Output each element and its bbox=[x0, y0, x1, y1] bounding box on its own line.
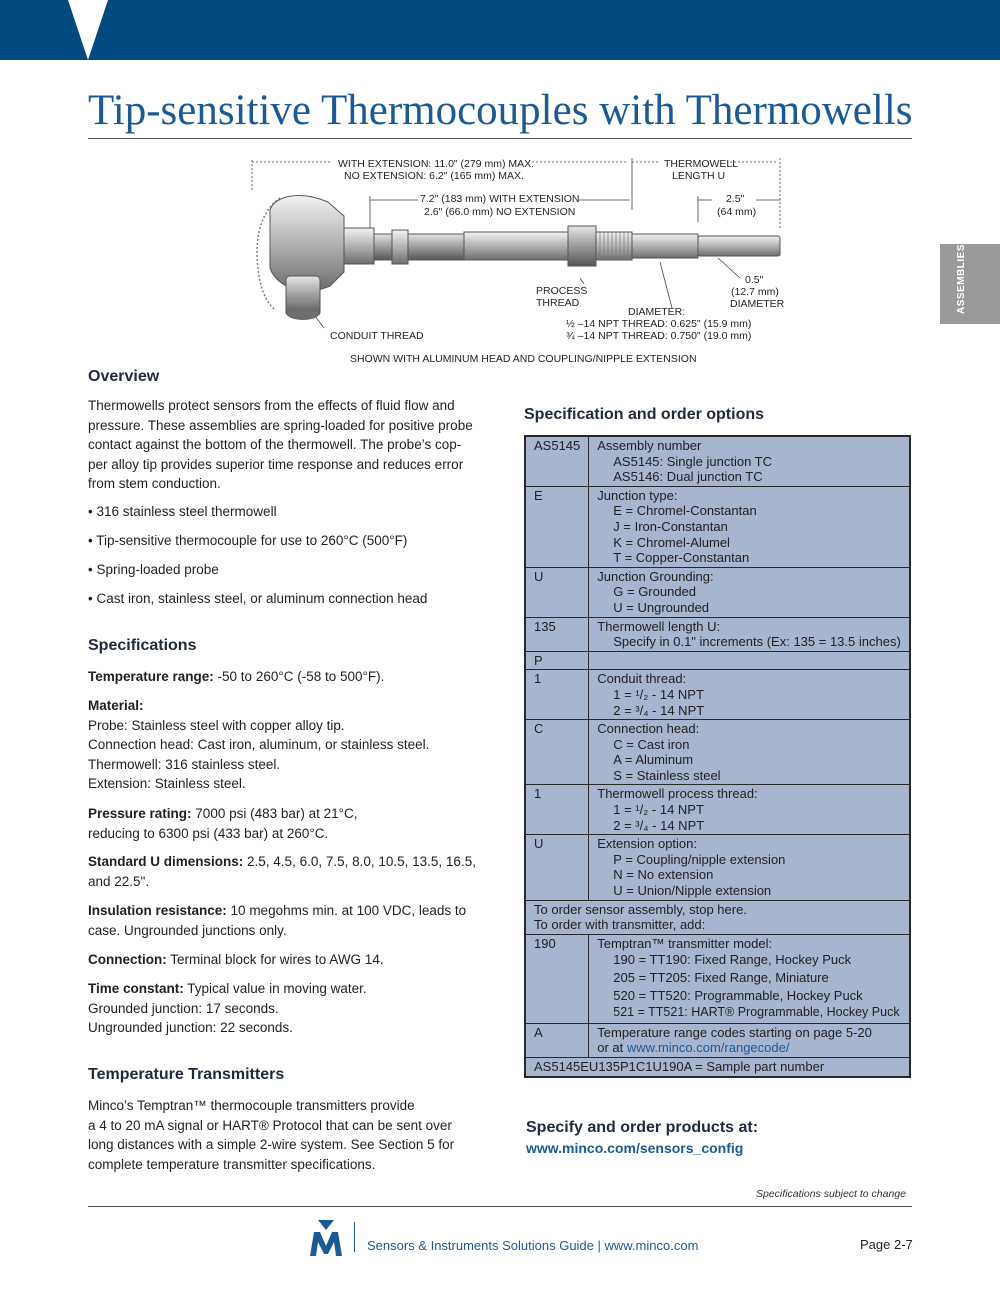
spec-table-heading: Specification and order options bbox=[524, 406, 765, 423]
npt-three-quarter-label: ¾ –14 NPT THREAD: 0.750" (19.0 mm) bbox=[566, 330, 752, 342]
option-description bbox=[589, 651, 910, 670]
transmitters-line: complete temperature transmitter specifications. bbox=[88, 1156, 376, 1172]
option-value: 520 = TT520: Programmable, Hockey Puck bbox=[613, 987, 863, 1003]
option-description bbox=[589, 617, 910, 651]
insulation-value: 10 megohms min. at 100 VDC, leads to bbox=[226, 903, 467, 918]
header-bar bbox=[0, 0, 1000, 60]
page-title: Tip-sensitive Thermocouples with Thermowells bbox=[88, 87, 913, 134]
time-constant-line: Ungrounded junction: 22 seconds. bbox=[88, 1020, 293, 1036]
u-dimensions-label: Standard U dimensions: bbox=[88, 854, 244, 869]
order-note bbox=[525, 900, 910, 934]
overview-heading: Overview bbox=[88, 368, 160, 385]
option-title: Junction type: bbox=[597, 487, 678, 503]
diameter-label: DIAMETER: bbox=[628, 306, 686, 318]
option-title: Junction Grounding: bbox=[597, 568, 714, 584]
spec-order-table bbox=[524, 435, 911, 1078]
thermocouple-diagram bbox=[240, 150, 800, 350]
feature-bullet: • 316 stainless steel thermowell bbox=[88, 504, 277, 519]
option-code: 190 bbox=[525, 934, 589, 1023]
overview-line: pressure. These assemblies are spring-loaded for positive probe bbox=[88, 417, 473, 433]
option-description bbox=[589, 835, 910, 900]
option-title: Connection head: bbox=[597, 721, 700, 737]
process-thread-label: PROCESS bbox=[536, 285, 588, 297]
material-line: Probe: Stainless steel with copper alloy tip. bbox=[88, 717, 345, 733]
option-value: S = Stainless steel bbox=[613, 767, 721, 783]
option-code: A bbox=[525, 1023, 589, 1057]
option-value: 1 = ¹/₂ - 14 NPT bbox=[613, 802, 704, 818]
table-row bbox=[525, 670, 910, 720]
material-spec bbox=[88, 696, 498, 794]
table-row bbox=[525, 486, 910, 567]
chevron-down-icon bbox=[68, 0, 108, 60]
npt-half-label: ½ –14 NPT THREAD: 0.625" (15.9 mm) bbox=[566, 318, 752, 330]
pressure-rating-line: reducing to 6300 psi (433 bar) at 260°C. bbox=[88, 825, 329, 841]
option-value: AS5145: Single junction TC bbox=[613, 453, 773, 469]
footer-separator bbox=[354, 1222, 355, 1252]
feature-bullet: • Cast iron, stainless steel, or aluminum connection head bbox=[88, 591, 428, 606]
connection-label: Connection: bbox=[88, 952, 167, 967]
page-number: Page 2-7 bbox=[860, 1237, 913, 1252]
option-code: 1 bbox=[525, 670, 589, 720]
standard-u-dimensions bbox=[88, 852, 498, 891]
thermowell-length-label-2: LENGTH U bbox=[672, 170, 726, 182]
overall-length-label-2: NO EXTENSION: 6.2" (165 mm) MAX. bbox=[344, 170, 524, 182]
option-value: J = Iron-Constantan bbox=[613, 518, 728, 534]
order-note-line: To order sensor assembly, stop here. bbox=[534, 901, 747, 917]
option-value: E = Chromel-Constantan bbox=[613, 503, 757, 519]
table-row bbox=[525, 720, 910, 785]
thermowell-length-label: THERMOWELL bbox=[664, 158, 739, 170]
pressure-rating-value: 7000 psi (483 bar) at 21°C, bbox=[191, 806, 358, 821]
time-constant bbox=[88, 979, 498, 1038]
transmitters-text bbox=[88, 1096, 498, 1174]
sample-part-number: AS5145EU135P1C1U190A = Sample part number bbox=[525, 1057, 910, 1076]
option-value: P = Coupling/nipple extension bbox=[613, 851, 786, 867]
option-value: 2 = ³/₄ - 14 NPT bbox=[613, 817, 705, 833]
extension-length-label: 7.2" (183 mm) WITH EXTENSION bbox=[420, 193, 580, 205]
specifications-heading: Specifications bbox=[88, 637, 197, 654]
transmitters-heading: Temperature Transmitters bbox=[88, 1066, 285, 1083]
connection-spec bbox=[88, 950, 498, 970]
sensors-config-link[interactable]: www.minco.com/sensors_config bbox=[526, 1140, 744, 1156]
option-description bbox=[589, 436, 910, 486]
disclaimer: Specifications subject to change bbox=[756, 1188, 907, 1200]
temperature-range-value: -50 to 260°C (-58 to 500°F). bbox=[213, 669, 385, 684]
option-value: U = Union/Nipple extension bbox=[613, 883, 772, 899]
option-title: Temptran™ transmitter model: bbox=[597, 935, 773, 951]
option-value: Specify in 0.1" increments (Ex: 135 = 13.5 inches) bbox=[613, 634, 901, 650]
option-value: U = Ungrounded bbox=[613, 599, 710, 615]
table-row bbox=[525, 567, 910, 617]
feature-bullet: • Tip-sensitive thermocouple for use to 260°C (500°F) bbox=[88, 533, 408, 548]
option-value: K = Chromel-Alumel bbox=[613, 534, 730, 550]
option-code: U bbox=[525, 567, 589, 617]
minco-logo-icon bbox=[306, 1220, 346, 1258]
option-title: Thermowell process thread: bbox=[597, 786, 758, 802]
temperature-range-label: Temperature range: bbox=[88, 669, 214, 684]
time-constant-label: Time constant: bbox=[88, 981, 184, 996]
table-row bbox=[525, 1057, 910, 1076]
option-value: C = Cast iron bbox=[613, 736, 690, 752]
footer-divider bbox=[88, 1206, 912, 1207]
option-value: 205 = TT205: Fixed Range, Miniature bbox=[613, 970, 829, 985]
extension-length-label-2: 2.6" (66.0 mm) NO EXTENSION bbox=[424, 206, 576, 218]
process-thread-label-2: THREAD bbox=[536, 297, 580, 309]
option-description bbox=[589, 934, 910, 1023]
range-or-text: or at bbox=[597, 1040, 627, 1056]
material-label: Material: bbox=[88, 698, 144, 713]
section-tab-label: ASSEMBLIES bbox=[956, 243, 967, 314]
transmitters-line: Minco’s Temptran™ thermocouple transmitters provide bbox=[88, 1098, 415, 1113]
option-title: Temperature range codes starting on page 5-20 bbox=[597, 1024, 872, 1040]
u-dimensions-line: and 22.5". bbox=[88, 873, 150, 889]
pressure-rating bbox=[88, 804, 498, 843]
insulation-resistance bbox=[88, 901, 498, 940]
order-note-line: To order with transmitter, add: bbox=[534, 917, 706, 933]
option-description bbox=[589, 670, 910, 720]
option-value: G = Grounded bbox=[613, 584, 697, 600]
table-row bbox=[525, 617, 910, 651]
overview-line: from stem conduction. bbox=[88, 476, 221, 492]
section-tab[interactable] bbox=[940, 244, 1000, 324]
diagram-caption: SHOWN WITH ALUMINUM HEAD AND COUPLING/NIPPLE EXTENSION bbox=[350, 353, 697, 365]
option-code: 1 bbox=[525, 785, 589, 835]
table-row bbox=[525, 900, 910, 934]
insulation-label: Insulation resistance: bbox=[88, 903, 227, 918]
range-code-link[interactable]: www.minco.com/rangecode/ bbox=[626, 1040, 790, 1056]
conduit-thread-label: CONDUIT THREAD bbox=[330, 330, 424, 342]
table-row bbox=[525, 436, 910, 486]
option-value: A = Aluminum bbox=[613, 752, 694, 768]
option-title: Thermowell length U: bbox=[597, 618, 721, 634]
material-line: Thermowell: 316 stainless steel. bbox=[88, 756, 281, 772]
option-title: Extension option: bbox=[597, 836, 697, 852]
order-heading: Specify and order products at: bbox=[526, 1119, 759, 1136]
tip-length-label-2: (64 mm) bbox=[717, 206, 757, 218]
option-description bbox=[589, 1023, 910, 1057]
table-row bbox=[525, 934, 910, 1023]
table-row bbox=[525, 651, 910, 670]
feature-bullet: • Spring-loaded probe bbox=[88, 562, 219, 577]
option-value: T = Copper-Constantan bbox=[613, 550, 750, 566]
option-code: AS5145 bbox=[525, 436, 589, 486]
option-description bbox=[589, 486, 910, 567]
material-line: Connection head: Cast iron, aluminum, or stainless steel. bbox=[88, 737, 430, 753]
temperature-range bbox=[88, 667, 498, 687]
title-divider bbox=[88, 138, 912, 139]
option-code: 135 bbox=[525, 617, 589, 651]
pressure-rating-label: Pressure rating: bbox=[88, 806, 192, 821]
option-value: 521 = TT521: HART® Programmable, Hockey Puck bbox=[613, 1005, 900, 1020]
overview-text bbox=[88, 396, 498, 494]
option-code: C bbox=[525, 720, 589, 785]
option-code: U bbox=[525, 835, 589, 900]
overview-line: Thermowells protect sensors from the effects of fluid flow and bbox=[88, 398, 455, 413]
option-title: Conduit thread: bbox=[597, 671, 687, 687]
option-title: Assembly number bbox=[597, 438, 702, 453]
tip-diameter-label-2: (12.7 mm) bbox=[731, 286, 779, 298]
option-value: AS5146: Dual junction TC bbox=[613, 469, 763, 485]
option-code: E bbox=[525, 486, 589, 567]
footer-text: Sensors & Instruments Solutions Guide | www.minco.com bbox=[367, 1238, 699, 1253]
option-value: N = No extension bbox=[613, 867, 714, 883]
option-description bbox=[589, 720, 910, 785]
overall-length-label: WITH EXTENSION: 11.0" (279 mm) MAX. bbox=[338, 158, 535, 170]
transmitters-line: a 4 to 20 mA signal or HART® Protocol that can be sent over bbox=[88, 1117, 452, 1133]
option-value: 1 = ¹/₂ - 14 NPT bbox=[613, 686, 704, 702]
overview-line: contact against the bottom of the thermowell. The probe’s cop- bbox=[88, 437, 462, 453]
table-row bbox=[525, 1023, 910, 1057]
option-description bbox=[589, 567, 910, 617]
time-constant-line: Grounded junction: 17 seconds. bbox=[88, 1000, 279, 1016]
material-line: Extension: Stainless steel. bbox=[88, 776, 246, 792]
u-dimensions-value: 2.5, 4.5, 6.0, 7.5, 8.0, 10.5, 13.5, 16.5, bbox=[243, 854, 476, 869]
time-constant-value: Typical value in moving water. bbox=[183, 981, 367, 996]
tip-diameter-label: 0.5" bbox=[745, 274, 764, 286]
option-code: P bbox=[525, 651, 589, 670]
table-row bbox=[525, 785, 910, 835]
tip-diameter-label-3: DIAMETER bbox=[730, 298, 785, 310]
overview-line: per alloy tip provides superior time response and reduces error bbox=[88, 456, 464, 472]
tip-length-label: 2.5" bbox=[726, 193, 745, 205]
table-row bbox=[525, 835, 910, 900]
insulation-line: case. Ungrounded junctions only. bbox=[88, 922, 287, 938]
option-description bbox=[589, 785, 910, 835]
option-value: 2 = ³/₄ - 14 NPT bbox=[613, 702, 705, 718]
connection-value: Terminal block for wires to AWG 14. bbox=[166, 952, 384, 967]
option-value: 190 = TT190: Fixed Range, Hockey Puck bbox=[613, 952, 852, 968]
transmitters-line: long distances with a simple 2-wire system. See Section 5 for bbox=[88, 1137, 455, 1153]
